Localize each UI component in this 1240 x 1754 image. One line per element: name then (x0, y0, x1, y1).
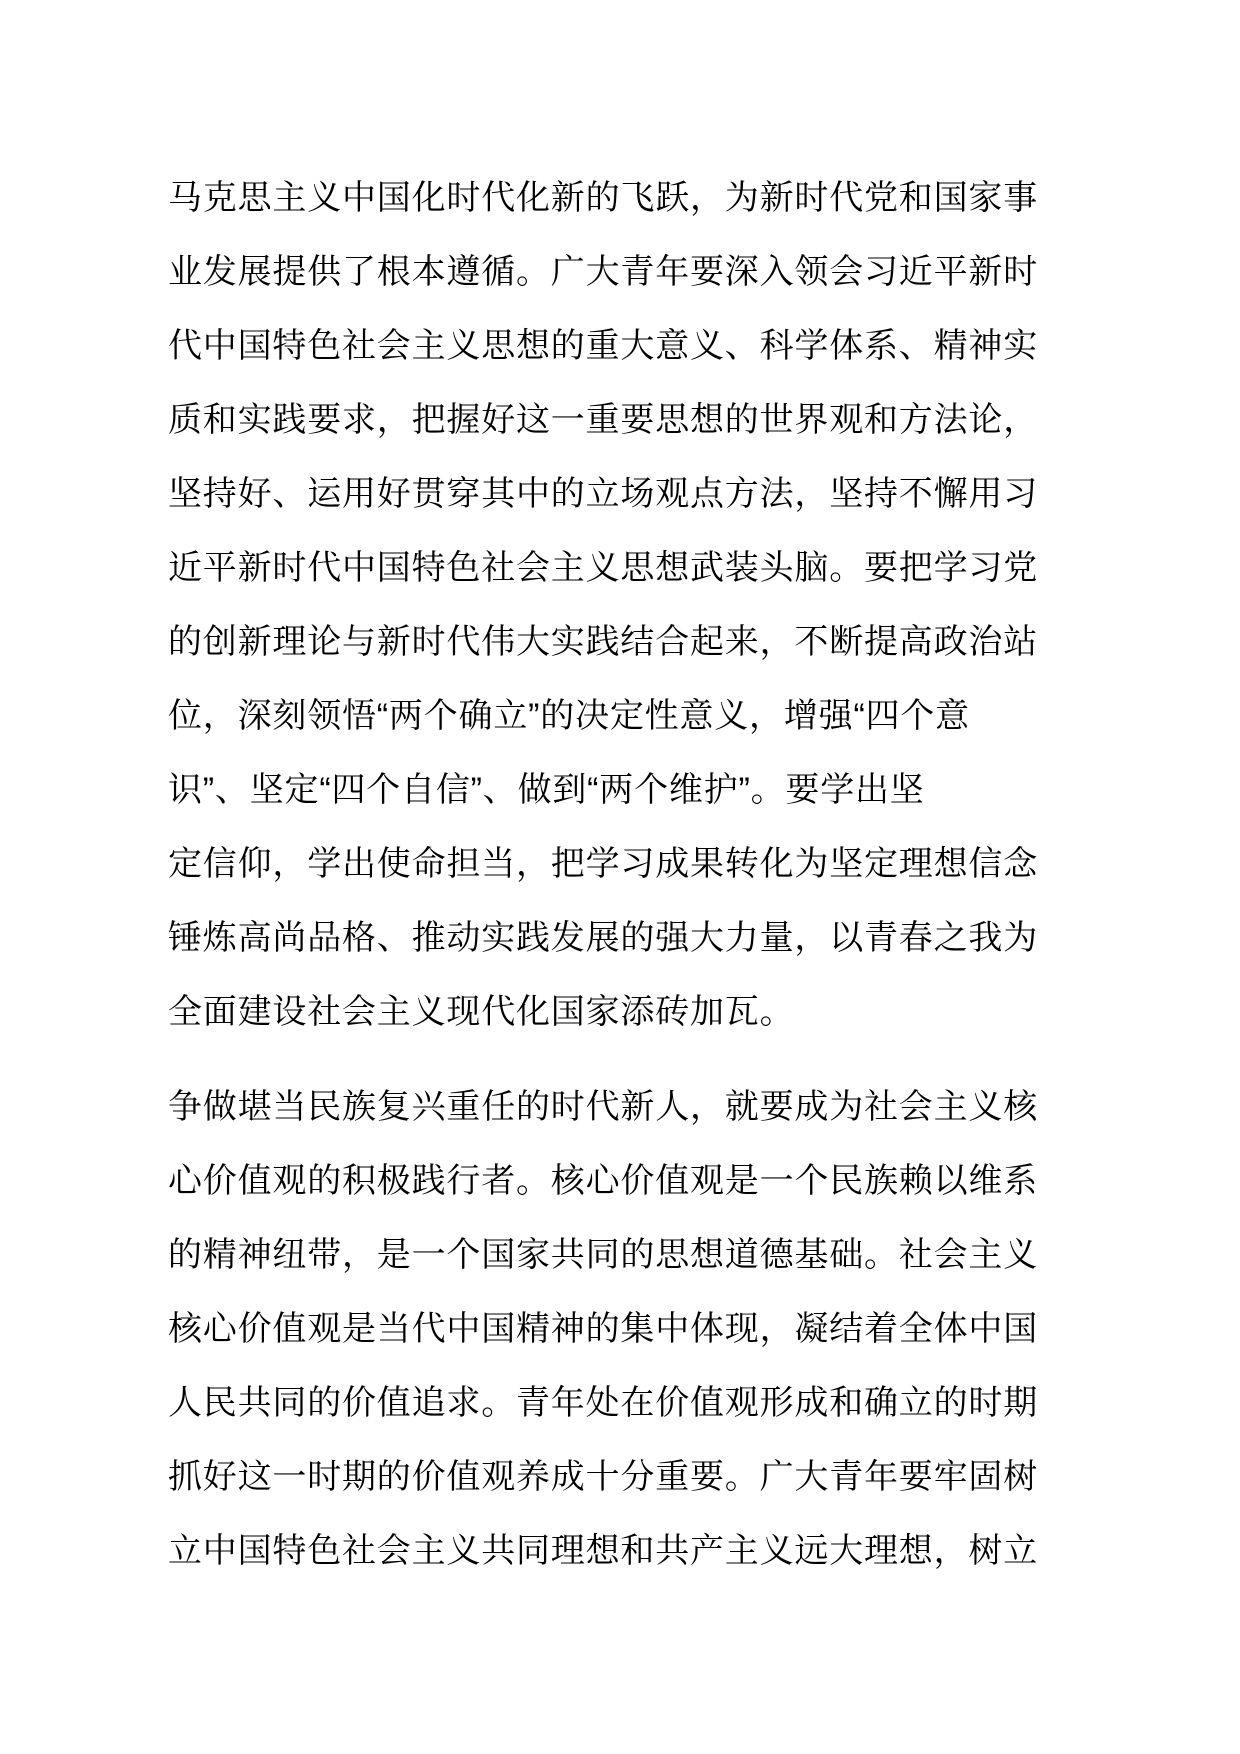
text-line: 业发展提供了根本遵循。广大青年要深入领会习近平新时 (168, 253, 1038, 291)
text-line: 全面建设社会主义现代化国家添砖加瓦。 (168, 993, 795, 1031)
text-line: 近平新时代中国特色社会主义思想武装头脑。要把学习党 (168, 549, 1038, 587)
text-line: 代中国特色社会主义思想的重大意义、科学体系、精神实 (168, 327, 1038, 365)
text-line: 坚持好、运用好贯穿其中的立场观点方法，坚持不懈用习 (168, 475, 1038, 513)
text-line: 位，深刻领悟“两个确立”的决定性意义，增强“四个意 (168, 697, 970, 735)
text-line: 心价值观的积极践行者。核心价值观是一个民族赖以维系 (168, 1162, 1038, 1200)
paragraph-2 (168, 1070, 1073, 1588)
text-line: 质和实践要求，把握好这一重要思想的世界观和方法论， (168, 401, 1038, 439)
text-line: 的精神纽带，是一个国家共同的思想道德基础。社会主义 (168, 1236, 1038, 1274)
text-line: 的创新理论与新时代伟大实践结合起来，不断提高政治站 (168, 623, 1038, 661)
text-line: 立中国特色社会主义共同理想和共产主义远大理想，树立 (168, 1532, 1038, 1570)
text-line: 人民共同的价值追求。青年处在价值观形成和确立的时期 (168, 1384, 1038, 1422)
text-line: 定信仰，学出使命担当，把学习成果转化为坚定理想信念 (168, 845, 1038, 883)
paragraph-1 (168, 161, 1073, 1049)
text-line: 识”、坚定“四个自信”、做到“两个维护”。要学出坚 (168, 771, 925, 809)
text-line: 马克思主义中国化时代化新的飞跃，为新时代党和国家事 (168, 179, 1038, 217)
text-line: 核心价值观是当代中国精神的集中体现，凝结着全体中国 (168, 1310, 1038, 1348)
text-line: 争做堪当民族复兴重任的时代新人，就要成为社会主义核 (168, 1088, 1038, 1126)
text-line: 锤炼高尚品格、推动实践发展的强大力量，以青春之我为 (168, 919, 1038, 957)
text-line: 抓好这一时期的价值观养成十分重要。广大青年要牢固树 (168, 1458, 1038, 1496)
